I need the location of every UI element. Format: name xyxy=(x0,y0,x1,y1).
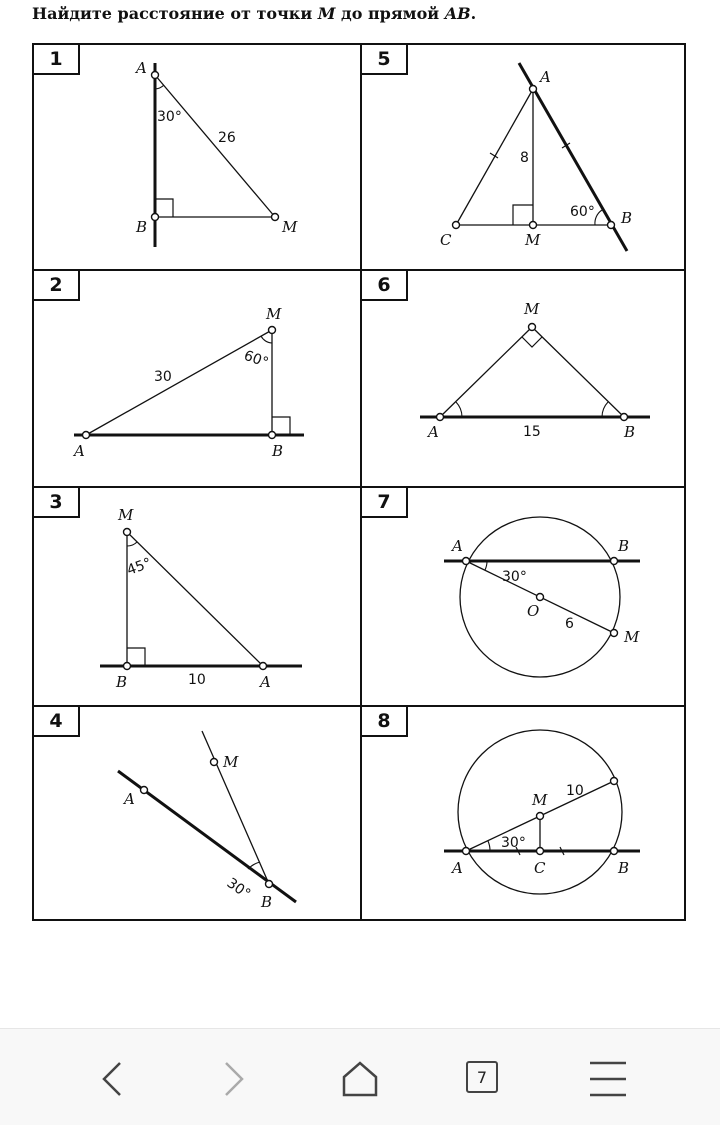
segment-am xyxy=(440,327,532,417)
point-m xyxy=(272,214,279,221)
angle-value: 60° xyxy=(241,347,271,372)
right-angle-mark xyxy=(522,337,542,347)
forward-button[interactable] xyxy=(206,1059,262,1099)
label-c: C xyxy=(534,859,546,877)
task-statement xyxy=(32,4,476,23)
point-m xyxy=(124,529,131,536)
point-a xyxy=(152,72,159,79)
problem-2 xyxy=(34,271,360,486)
angle-arc xyxy=(261,336,272,343)
segment-ma xyxy=(124,532,263,666)
menu-icon xyxy=(580,1059,636,1099)
label-b: B xyxy=(261,893,273,911)
side-value: 10 xyxy=(566,783,584,799)
figure-3 xyxy=(34,488,360,705)
angle-value: 30° xyxy=(502,569,527,585)
angle-value: 30° xyxy=(157,109,182,125)
problem-8 xyxy=(362,707,684,919)
label-m: M xyxy=(624,628,640,646)
point-a xyxy=(463,848,470,855)
forward-icon xyxy=(206,1059,262,1099)
problem-number: 1 xyxy=(34,45,80,75)
label-a: A xyxy=(452,537,463,555)
segment-am xyxy=(86,330,272,435)
figure-4 xyxy=(34,707,360,919)
task-text-end: . xyxy=(470,4,477,23)
point-b xyxy=(266,881,273,888)
angle-value: 60° xyxy=(570,204,595,220)
point-m xyxy=(537,813,544,820)
angle-arc xyxy=(248,862,260,869)
point-m xyxy=(530,222,537,229)
point-b xyxy=(611,848,618,855)
point-c xyxy=(537,848,544,855)
tabs-button[interactable] xyxy=(456,1059,512,1099)
label-b: B xyxy=(618,537,630,555)
angle-arc-a xyxy=(456,402,462,417)
point-c xyxy=(453,222,460,229)
figure-8 xyxy=(362,707,684,919)
label-a: A xyxy=(540,68,551,86)
side-value: 10 xyxy=(188,672,206,688)
point-b xyxy=(611,558,618,565)
task-line: AB xyxy=(444,4,471,23)
label-a: A xyxy=(260,673,271,691)
label-m: M xyxy=(266,305,282,323)
angle-value: 45° xyxy=(124,555,154,579)
problem-number: 5 xyxy=(362,45,408,75)
figure-5 xyxy=(362,45,684,269)
home-icon xyxy=(332,1059,388,1099)
angle-value: 30° xyxy=(501,835,526,851)
point-a xyxy=(530,86,537,93)
side-value: 6 xyxy=(565,616,574,632)
label-b: B xyxy=(116,673,128,691)
problem-number: 6 xyxy=(362,271,408,301)
problem-number: 3 xyxy=(34,488,80,518)
problem-1 xyxy=(34,45,360,269)
problem-7 xyxy=(362,488,684,705)
label-m: M xyxy=(525,231,541,249)
point-a xyxy=(141,787,148,794)
browser-bottom-bar xyxy=(0,1028,720,1125)
point-b xyxy=(124,663,131,670)
problem-5 xyxy=(362,45,684,269)
figure-7 xyxy=(362,488,684,705)
label-b: B xyxy=(621,209,633,227)
right-angle-mark xyxy=(513,205,533,225)
label-b: B xyxy=(624,423,636,441)
point-b xyxy=(621,414,628,421)
point-a xyxy=(437,414,444,421)
point-b xyxy=(608,222,615,229)
point-m xyxy=(529,324,536,331)
side-value: 15 xyxy=(523,424,541,440)
point-b xyxy=(152,214,159,221)
label-b: B xyxy=(618,859,630,877)
point-b xyxy=(269,432,276,439)
label-a: A xyxy=(452,859,463,877)
task-text-middle: до прямой xyxy=(335,4,445,23)
point-a xyxy=(83,432,90,439)
angle-arc xyxy=(127,542,137,546)
angle-arc-b xyxy=(602,402,608,417)
figure-2 xyxy=(34,271,360,486)
label-m: M xyxy=(532,791,548,809)
problems-grid xyxy=(32,43,686,921)
label-m: M xyxy=(118,506,134,524)
label-a: A xyxy=(428,423,439,441)
label-b: B xyxy=(136,218,148,236)
task-text: Найдите расстояние от точки xyxy=(32,4,318,23)
problem-6 xyxy=(362,271,684,486)
label-o: O xyxy=(527,602,540,620)
point-m xyxy=(611,630,618,637)
home-button[interactable] xyxy=(332,1059,388,1099)
problem-4 xyxy=(34,707,360,919)
back-button[interactable] xyxy=(84,1059,140,1099)
side-value: 30 xyxy=(154,369,172,385)
angle-arc xyxy=(595,210,602,225)
menu-button[interactable] xyxy=(580,1059,636,1099)
side-value: 8 xyxy=(520,150,529,166)
back-icon xyxy=(84,1059,140,1099)
label-a: A xyxy=(136,59,147,77)
problem-number: 4 xyxy=(34,707,80,737)
problem-number: 2 xyxy=(34,271,80,301)
label-b: B xyxy=(272,442,284,460)
chord-end xyxy=(611,778,618,785)
label-c: C xyxy=(440,231,452,249)
segment-mb xyxy=(532,327,624,417)
segment-am xyxy=(155,75,275,217)
point-a xyxy=(260,663,267,670)
problem-3 xyxy=(34,488,360,705)
point-a xyxy=(463,558,470,565)
point-o xyxy=(537,594,544,601)
point-m xyxy=(211,759,218,766)
task-point: M xyxy=(317,4,336,23)
figure-1 xyxy=(34,45,360,269)
label-a: A xyxy=(124,790,135,808)
label-m: M xyxy=(524,300,540,318)
point-m xyxy=(269,327,276,334)
label-a: A xyxy=(74,442,85,460)
angle-value: 30° xyxy=(223,875,254,903)
problem-number: 8 xyxy=(362,707,408,737)
label-m: M xyxy=(223,753,239,771)
figure-6 xyxy=(362,271,684,486)
side-value: 26 xyxy=(218,130,236,146)
tabs-icon: 7 xyxy=(466,1061,498,1093)
problem-number: 7 xyxy=(362,488,408,518)
label-m: M xyxy=(282,218,298,236)
